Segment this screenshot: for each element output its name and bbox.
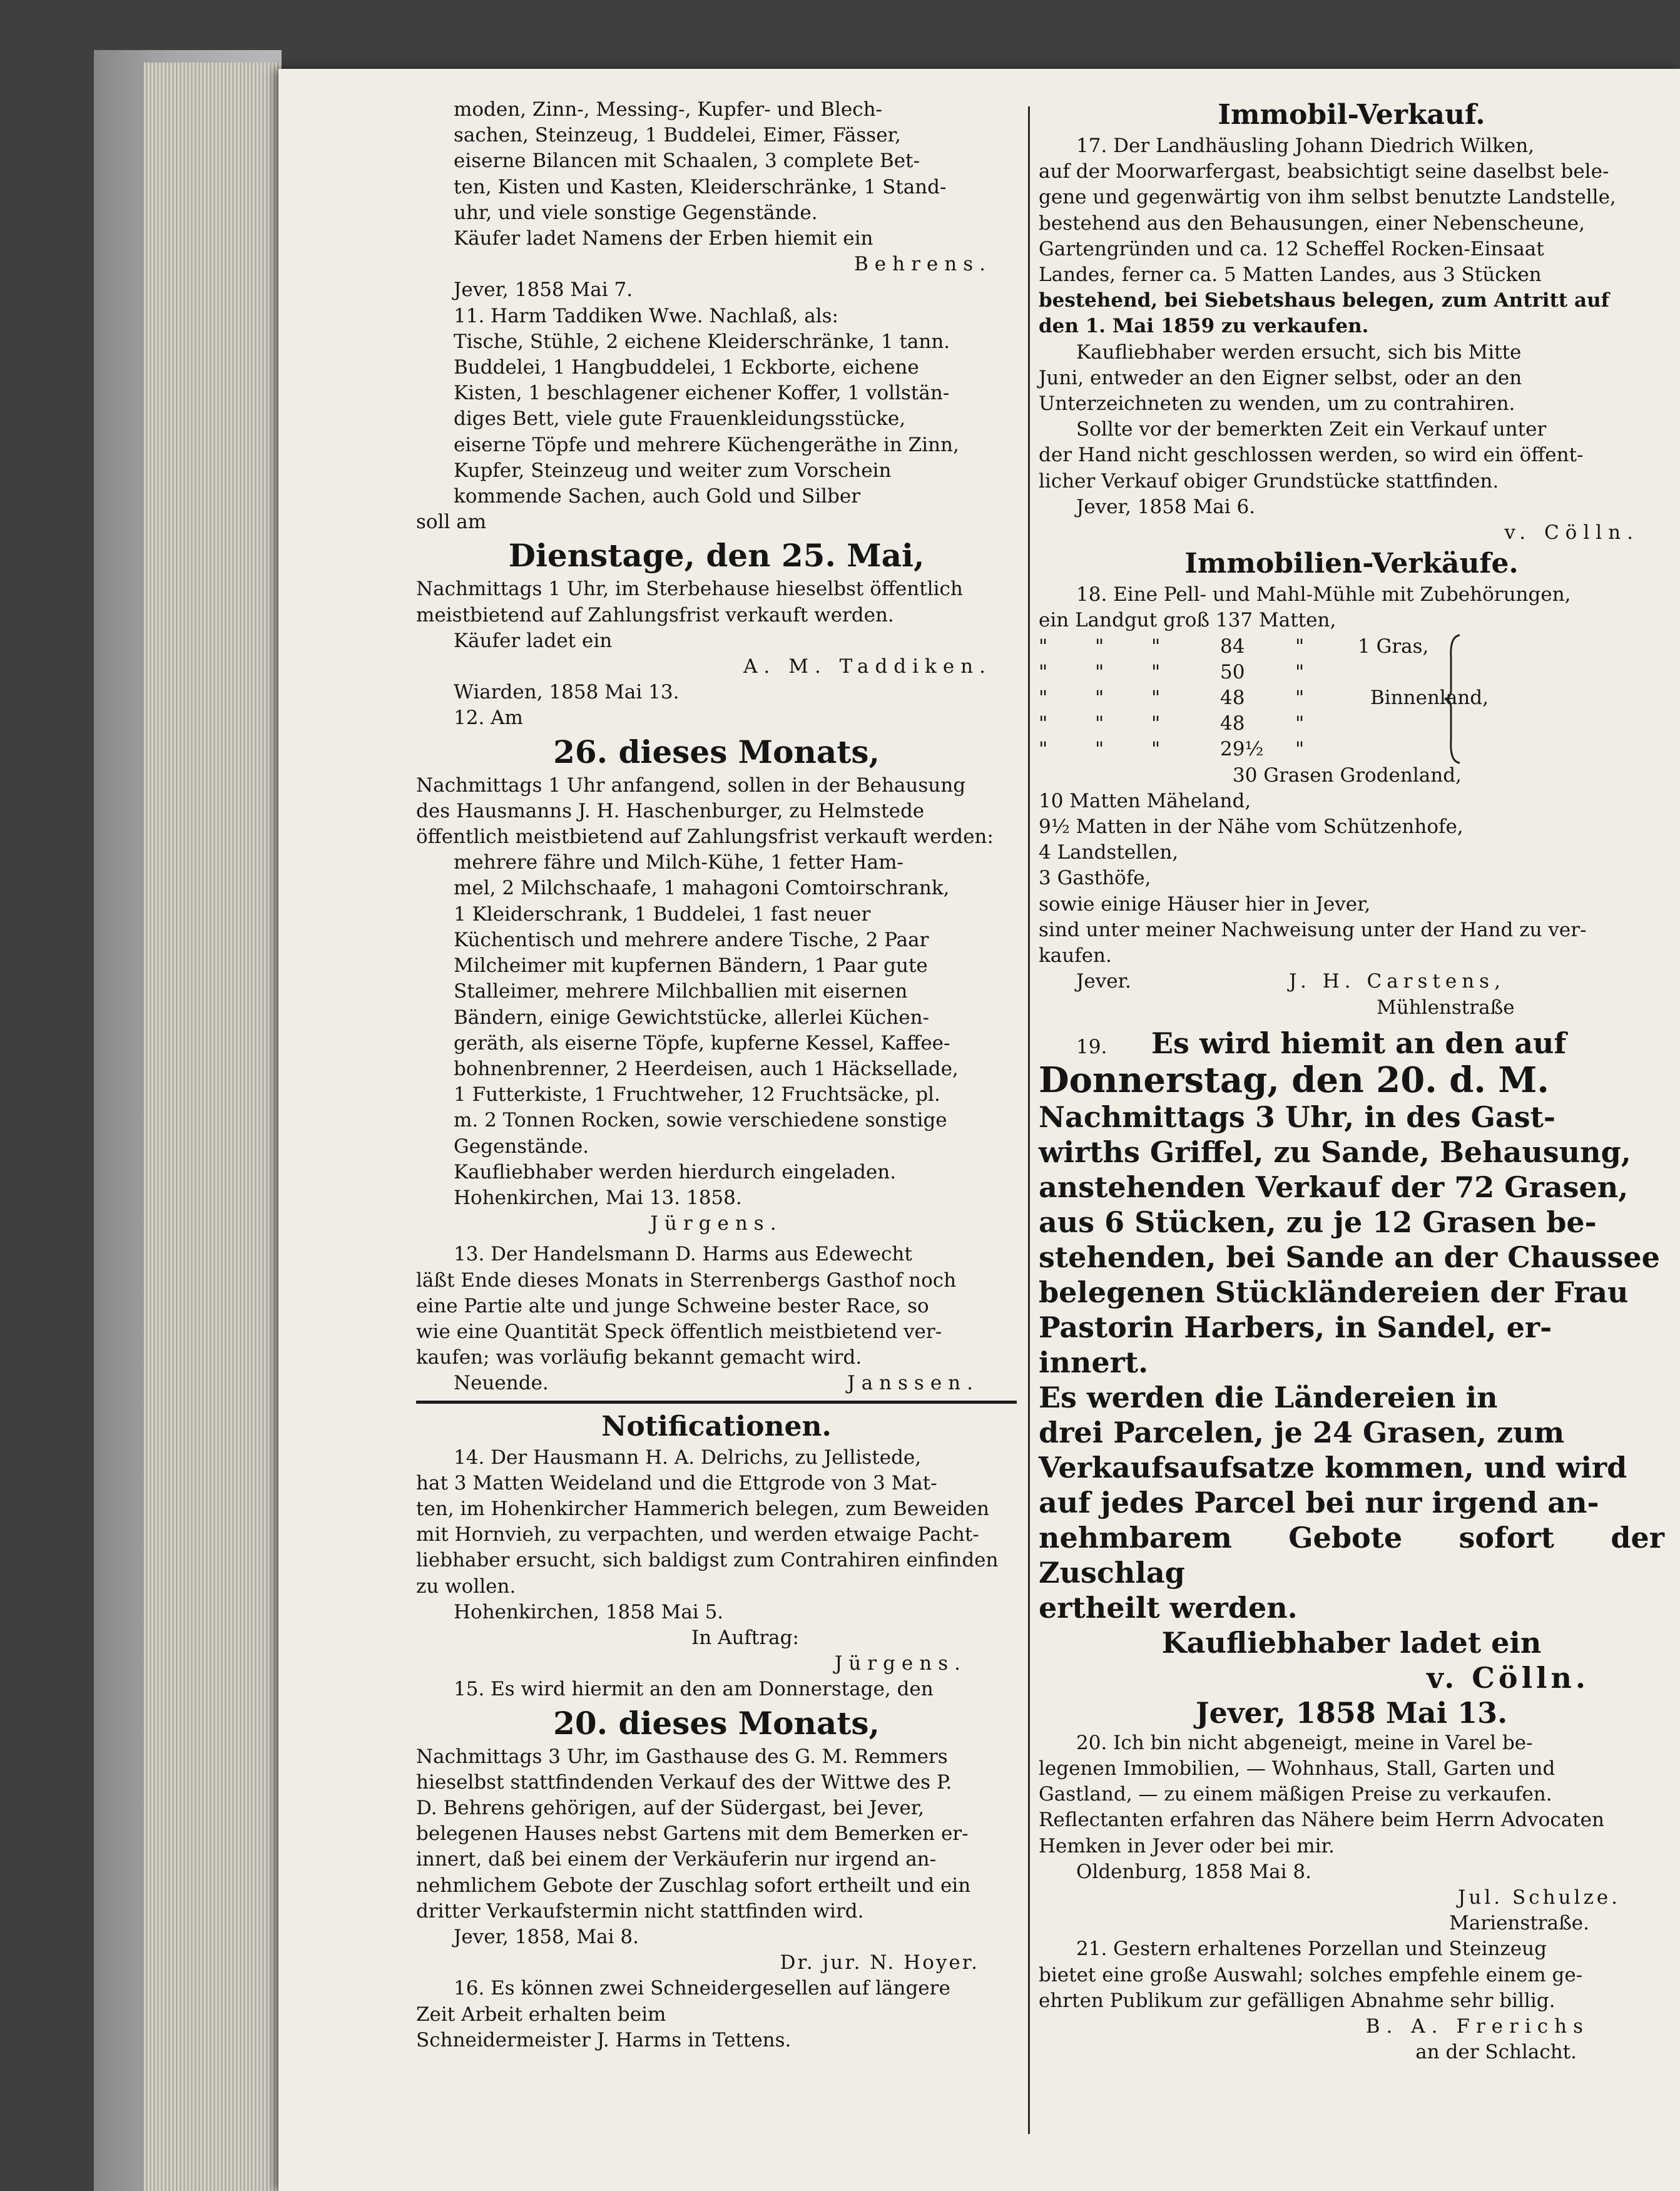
text-line: dritter Verkaufstermin nicht stattfinden wird. — [416, 1899, 864, 1923]
text-line: Buddelei, 1 Hangbuddelei, 1 Eckborte, eichene — [454, 356, 919, 379]
signature: Behrens. — [854, 253, 992, 276]
text-line: Reflectanten erfahren das Nähere beim Herrn Advocaten — [1039, 1809, 1604, 1832]
text-line: des Hausmanns J. H. Haschenburger, zu Helmstede — [416, 799, 925, 822]
dateline: Hohenkirchen, 1858 Mai 5. — [454, 1600, 724, 1623]
ditto-mark: " — [1039, 738, 1048, 761]
place-signature-row — [1039, 969, 1664, 994]
land-size: 48 — [1220, 712, 1245, 735]
text-line: eiserne Bilancen mit Schaalen, 3 complete Bet- — [454, 150, 920, 173]
text-line: kaufen; was vorläufig bekannt gemacht wird. — [416, 1346, 862, 1369]
notice-17 — [1039, 133, 1664, 546]
text-line: D. Behrens gehörigen, auf der Südergast, bei Jever, — [416, 1796, 924, 1819]
text-line: anstehenden Verkauf der 72 Grasen, — [1039, 1170, 1629, 1204]
signature: Jul. Schulze. — [1458, 1886, 1621, 1909]
ditto-mark: " — [1151, 738, 1161, 761]
ditto-mark: " — [1151, 635, 1161, 658]
text-line: sachen, Steinzeug, 1 Buddelei, Eimer, Fässer, — [454, 124, 901, 147]
text-line: ten, Kisten und Kasten, Kleiderschränke, 1 Stand- — [454, 175, 947, 198]
text-line: Kupfer, Steinzeug und weiter zum Vorschein — [454, 459, 892, 482]
signature: v. Cölln. — [1504, 521, 1639, 544]
text-line: mehrere fähre und Milch-Kühe, 1 fetter Ham- — [454, 851, 904, 874]
text-line: eine Partie alte und junge Schweine bester Race, so — [416, 1294, 929, 1317]
text-line: meistbietend auf Zahlungsfrist verkauft werden. — [416, 603, 894, 626]
text-line: Landes, ferner ca. 5 Matten Landes, aus 3 Stücken — [1039, 263, 1542, 287]
place: Jever. — [1076, 970, 1131, 993]
text-line: bestehend aus den Behausungen, einer Nebenscheune, — [1039, 212, 1585, 235]
text-line: 4 Landstellen, — [1039, 841, 1179, 864]
signature: Jürgens. — [834, 1652, 967, 1675]
text-line: m. 2 Tonnen Rocken, sowie verschiedene sonstige — [454, 1109, 947, 1132]
land-type: Binnenland, — [1370, 687, 1489, 710]
ditto-mark: " — [1095, 660, 1104, 683]
text-line: Küchentisch und mehrere andere Tische, 2 Paar — [454, 928, 929, 951]
notice-14 — [416, 1445, 1017, 1677]
text-line: mel, 2 Milchschaafe, 1 mahagoni Comtoirschrank, — [454, 877, 950, 900]
notice-12 — [416, 705, 1017, 1237]
signature: v. Cölln. — [1427, 1660, 1589, 1695]
ditto-mark: " — [1295, 660, 1305, 683]
text-line: Verkaufsaufsatze kommen, und wird — [1039, 1450, 1627, 1484]
text-line: Pastorin Harbers, in Sandel, er- — [1039, 1310, 1552, 1344]
dateline: Hohenkirchen, Mai 13. 1858. — [454, 1186, 742, 1209]
text-line: stehenden, bei Sande an der Chaussee — [1039, 1240, 1660, 1274]
text-line: sowie einige Häuser hier in Jever, — [1039, 892, 1371, 916]
ditto-mark: " — [1095, 712, 1104, 735]
signature-address: Marienstraße. — [1449, 1912, 1589, 1935]
section-title-immobil-verkauf: Immobil-Verkauf. — [1218, 99, 1485, 131]
dateline: Jever, 1858 Mai 13. — [1195, 1695, 1508, 1730]
text-line: Gartengründen und ca. 12 Scheffel Rocken-Einsaat — [1039, 237, 1544, 260]
notice-10-continued — [416, 97, 1017, 304]
text-line: kaufen. — [1039, 944, 1112, 968]
text-line: wirths Griffel, zu Sande, Behausung, — [1039, 1135, 1631, 1169]
text-line: 21. Gestern erhaltenes Porzellan und Steinzeug — [1076, 1938, 1547, 1961]
text-line: diges Bett, viele gute Frauenkleidungsstücke, — [454, 407, 906, 431]
text-line: der Hand nicht geschlossen werden, so wird ein öffent- — [1039, 444, 1584, 467]
text-line: nehmlichem Gebote der Zuschlag sofort ertheilt und ein — [416, 1874, 971, 1897]
text-line: soll am — [416, 511, 487, 534]
text-line: 1 Kleiderschrank, 1 Buddelei, 1 fast neuer — [454, 902, 871, 926]
land-table — [1039, 634, 1664, 789]
sale-date-heading: Donnerstag, den 20. d. M. — [1039, 1059, 1549, 1101]
text-line: Tische, Stühle, 2 eichene Kleiderschränke, 1 tann. — [454, 330, 950, 353]
text-line: Hemken in Jever oder bei mir. — [1039, 1834, 1335, 1857]
sale-date-heading: Dienstage, den 25. Mai, — [508, 537, 925, 575]
land-size: 84 — [1220, 635, 1245, 658]
signature-address: Mühlenstraße — [1377, 996, 1515, 1019]
text-line: Es werden die Ländereien in — [1039, 1380, 1498, 1414]
ditto-mark: " — [1039, 635, 1048, 658]
ditto-mark: " — [1039, 712, 1048, 735]
text-line: Sollte vor der bemerkten Zeit ein Verkauf unter — [1076, 418, 1547, 441]
section-rule — [416, 1401, 1017, 1404]
text-line: ten, im Hohenkircher Hammerich belegen, zum Beweiden — [416, 1497, 989, 1520]
page-edges — [144, 63, 282, 2191]
text-line: Zeit Arbeit erhalten beim — [416, 2003, 666, 2026]
ditto-mark: " — [1151, 712, 1161, 735]
ditto-mark: " — [1295, 687, 1305, 710]
sale-date-heading: 26. dieses Monats, — [553, 733, 880, 770]
left-column — [416, 97, 1017, 2053]
text-line: drei Parcelen, je 24 Grasen, zum — [1039, 1415, 1565, 1449]
text-line: Nachmittags 1 Uhr, im Sterbehause hieselbst öffentlich — [416, 578, 963, 601]
place-signature-row — [416, 1371, 1017, 1396]
signature: B. A. Frerichs — [1365, 2015, 1589, 2038]
text-line: auf der Moorwarfergast, beabsichtigt seine daselbst bele- — [1039, 160, 1609, 183]
text-line: hat 3 Matten Weideland und die Ettgrode von 3 Mat- — [416, 1471, 937, 1494]
text-line: öffentlich meistbietend auf Zahlungsfrist verkauft werden: — [416, 825, 994, 849]
land-size: 29½ — [1220, 738, 1264, 761]
land-row — [1039, 685, 1664, 711]
dateline: Jever, 1858, Mai 8. — [454, 1926, 639, 1948]
notice-20 — [1039, 1730, 1664, 1937]
text-line: Juni, entweder an den Eigner selbst, oder an den — [1039, 366, 1522, 389]
land-size: 50 — [1220, 660, 1245, 683]
notice-19-first-line — [1039, 1026, 1664, 1061]
text-line: Es wird hiemit an den auf — [1151, 1026, 1567, 1060]
text-line: 18. Eine Pell- und Mahl-Mühle mit Zubehörungen, — [1076, 583, 1571, 606]
text-line: eiserne Töpfe und mehrere Küchengeräthe in Zinn, — [454, 433, 959, 456]
land-row — [1039, 660, 1664, 685]
dateline: Oldenburg, 1858 Mai 8. — [1076, 1860, 1311, 1883]
notice-11 — [416, 304, 1017, 706]
land-row — [1039, 737, 1664, 762]
text-line: auf jedes Parcel bei nur irgend an- — [1039, 1485, 1599, 1519]
invitation-line: Käufer ladet ein — [454, 629, 613, 652]
text-line: uhr, und viele sonstige Gegenstände. — [454, 201, 818, 224]
ditto-mark: " — [1295, 712, 1305, 735]
text-line: 20. Ich bin nicht abgeneigt, meine in Varel be- — [1076, 1731, 1533, 1754]
text-line: liebhaber ersucht, sich baldigst zum Contrahiren einfinden — [416, 1549, 999, 1572]
signature: Janssen. — [847, 1372, 979, 1395]
signature: J. H. Carstens, — [1289, 970, 1505, 993]
text-line: Kaufliebhaber werden ersucht, sich bis Mitte — [1076, 340, 1522, 364]
text-line: Gegenstände. — [454, 1135, 589, 1158]
text-line: ertheilt werden. — [1039, 1590, 1298, 1625]
text-line: Milcheimer mit kupfernen Bändern, 1 Paar gute — [454, 954, 928, 978]
place: Neuende. — [454, 1372, 549, 1395]
notice-18 — [1039, 582, 1664, 1020]
text-line: zu wollen. — [416, 1575, 516, 1598]
ditto-mark: " — [1095, 738, 1104, 761]
text-line: Nachmittags 1 Uhr anfangend, sollen in der Behausung — [416, 774, 966, 797]
text-line: innert, daß bei einem der Verkäuferin nur irgend an- — [416, 1848, 937, 1871]
land-row — [1039, 711, 1664, 737]
text-line: 17. Der Landhäusling Johann Diedrich Wilken, — [1076, 135, 1535, 157]
dateline: Jever, 1858 Mai 7. — [454, 278, 633, 302]
land-row: 30 Grasen Grodenland, — [1233, 764, 1462, 787]
text-line: geräth, als eiserne Töpfe, kupferne Kessel, Kaffee- — [454, 1031, 950, 1055]
text-line: ehrten Publikum zur gefälligen Abnahme sehr billig. — [1039, 1989, 1555, 2012]
text-line: den 1. Mai 1859 zu verkaufen. — [1039, 315, 1369, 338]
ditto-mark: " — [1295, 738, 1305, 761]
text-line: Kisten, 1 beschlagener eichener Koffer, 1 vollstän- — [454, 382, 950, 405]
ditto-mark: " — [1151, 660, 1161, 683]
text-line: wie eine Quantität Speck öffentlich meistbietend ver- — [416, 1320, 942, 1343]
text-line: Nachmittags 3 Uhr, in des Gast- — [1039, 1100, 1555, 1134]
notice-21 — [1039, 1936, 1664, 2065]
ditto-mark: " — [1039, 687, 1048, 710]
notice-number: 19. — [1076, 1035, 1107, 1058]
newspaper-page — [278, 69, 1680, 2191]
text-line: 11. Harm Taddiken Wwe. Nachlaß, als: — [454, 304, 838, 327]
text-line: Nachmittags 3 Uhr, im Gasthause des G. M. Remmers — [416, 1745, 948, 1768]
in-auftrag-line: In Auftrag: — [691, 1626, 799, 1649]
signature: A. M. Taddiken. — [743, 655, 992, 678]
land-row — [1039, 634, 1664, 660]
text-line: innert. — [1039, 1345, 1149, 1379]
signature-address: an der Schlacht. — [1415, 2041, 1577, 2064]
ditto-mark: " — [1151, 687, 1161, 710]
ditto-mark: " — [1095, 635, 1104, 658]
text-line: moden, Zinn-, Messing-, Kupfer- und Blech- — [454, 98, 883, 121]
text-line: Stalleimer, mehrere Milchballien mit eisernen — [454, 980, 908, 1003]
text-line: läßt Ende dieses Monats in Sterrenbergs Gasthof noch — [416, 1269, 957, 1292]
text-line: 10 Matten Mäheland, — [1039, 789, 1251, 812]
text-line: 9½ Matten in der Nähe vom Schützenhofe, — [1039, 815, 1464, 839]
text-line: Unterzeichneten zu wenden, um zu contrahiren. — [1039, 392, 1515, 416]
text-line: legenen Immobilien, — Wohnhaus, Stall, Garten und — [1039, 1757, 1555, 1780]
text-line: Schneidermeister J. Harms in Tettens. — [416, 2028, 792, 2051]
text-line: 12. Am — [454, 707, 523, 730]
text-line: 15. Es wird hiermit an den am Donnerstage, den — [454, 1678, 934, 1701]
dateline: Wiarden, 1858 Mai 13. — [454, 681, 680, 704]
text-line: 3 Gasthöfe, — [1039, 867, 1151, 890]
text-line: nehmbarem Gebote sofort der Zuschlag — [1039, 1520, 1664, 1590]
text-line: ein Landgut groß 137 Matten, — [1039, 609, 1336, 632]
text-line: kommende Sachen, auch Gold und Silber — [454, 485, 861, 508]
right-column — [1039, 97, 1664, 2065]
curly-brace — [1441, 633, 1466, 764]
text-line: Gastland, — zu einem mäßigen Preise zu verkaufen. — [1039, 1783, 1552, 1806]
text-line: licher Verkauf obiger Grundstücke stattfinden. — [1039, 469, 1499, 493]
invitation-line: Käufer ladet Namens der Erben hiemit ein — [454, 227, 873, 250]
text-line: bestehend, bei Siebetshaus belegen, zum Antritt auf — [1039, 289, 1609, 312]
text-line: hieselbst stattfindenden Verkauf des der Wittwe des P. — [416, 1770, 952, 1794]
ditto-mark: " — [1295, 635, 1305, 658]
signature: Dr. jur. N. Hoyer. — [780, 1951, 979, 1974]
text-line: bietet eine große Auswahl; solches empfehle einem ge- — [1039, 1963, 1583, 1986]
text-line: 14. Der Hausmann H. A. Delrichs, zu Jellistede, — [454, 1446, 922, 1469]
text-line: sind unter meiner Nachweisung unter der Hand zu ver- — [1039, 918, 1587, 941]
text-line: belegenen Hauses nebst Gartens mit dem Bemerken er- — [416, 1822, 969, 1846]
dateline: Jever, 1858 Mai 6. — [1076, 495, 1256, 518]
text-line: 16. Es können zwei Schneidergesellen auf längere — [454, 1977, 950, 2000]
column-rule — [1028, 106, 1030, 2134]
notice-15 — [416, 1677, 1017, 1976]
section-title-immobilien-verkaeufe: Immobilien-Verkäufe. — [1184, 548, 1519, 580]
notice-16 — [416, 1976, 1017, 2053]
notice-13 — [416, 1242, 1017, 1396]
sale-date-heading: 20. dieses Monats, — [553, 1704, 880, 1742]
text-line: mit Hornvieh, zu verpachten, und werden etwaige Pacht- — [416, 1523, 979, 1546]
text-line: 13. Der Handelsmann D. Harms aus Edewecht — [454, 1243, 912, 1266]
text-line: 1 Futterkiste, 1 Fruchtweher, 12 Fruchtsäcke, pl. — [454, 1083, 940, 1106]
notice-19 — [1039, 1026, 1664, 1730]
text-line: gene und gegenwärtig von ihm selbst benutzte Landstelle, — [1039, 186, 1616, 209]
text-line: bohnenbrenner, 2 Heerdeisen, auch 1 Häcksellade, — [454, 1057, 959, 1080]
signature: Jürgens. — [650, 1212, 783, 1235]
land-size: 48 — [1220, 687, 1245, 710]
ditto-mark: " — [1039, 660, 1048, 683]
text-line: Bändern, einige Gewichtstücke, allerlei Küchen- — [454, 1006, 930, 1029]
section-title-notificationen: Notificationen. — [601, 1410, 832, 1443]
invitation-line: Kaufliebhaber ladet ein — [1161, 1625, 1542, 1660]
invitation-line: Kaufliebhaber werden hierdurch eingeladen. — [454, 1160, 897, 1183]
text-line: belegenen Stückländereien der Frau — [1039, 1275, 1629, 1309]
text-line: aus 6 Stücken, zu je 12 Grasen be- — [1039, 1205, 1597, 1239]
ditto-mark: " — [1095, 687, 1104, 710]
land-type: 1 Gras, — [1358, 635, 1429, 658]
